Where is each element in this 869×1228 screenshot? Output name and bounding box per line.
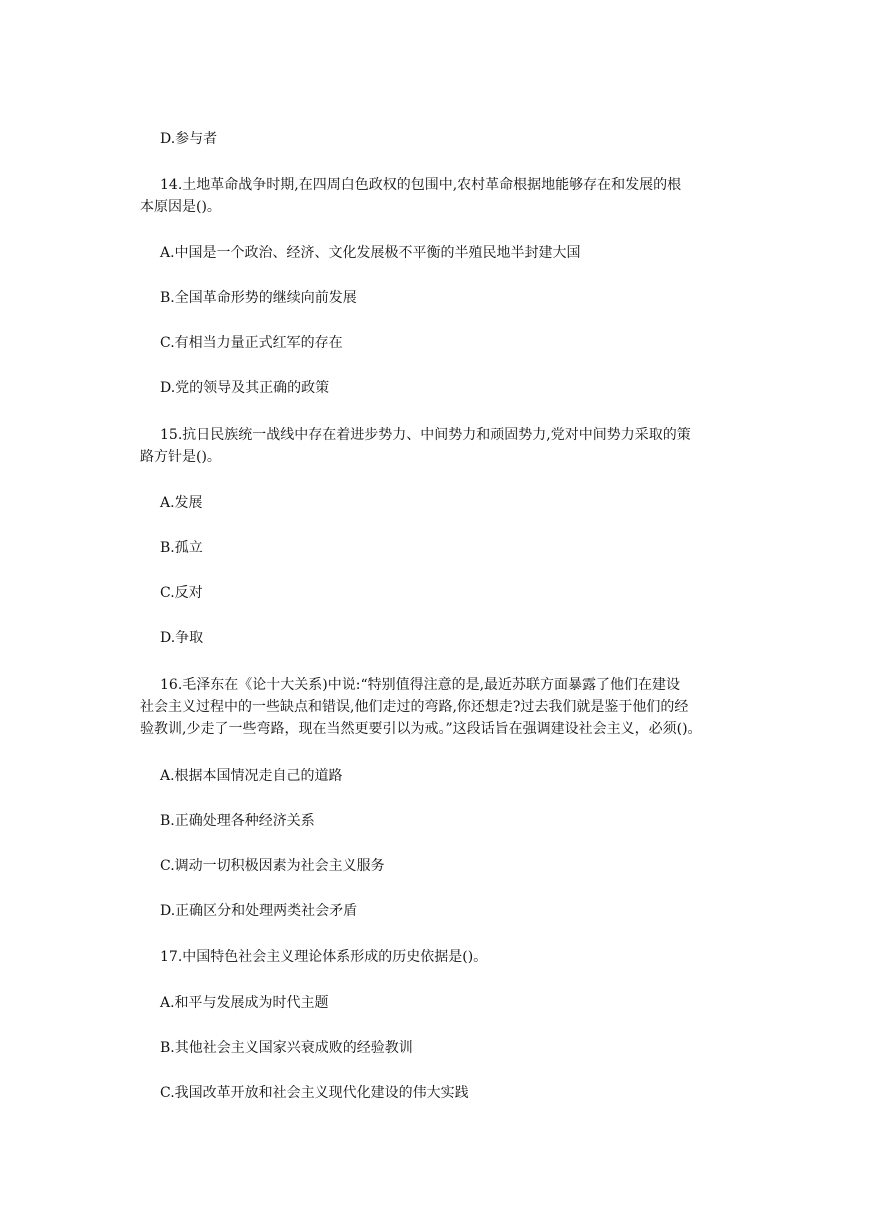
option-b-q15: B.孤立 xyxy=(160,540,203,556)
question-15-line-2: 路方针是()。 xyxy=(140,449,221,465)
question-14-line-1: 14.土地革命战争时期,在四周白色政权的包围中,农村革命根据地能够存在和发展的根 xyxy=(160,177,682,193)
option-a-q17: A.和平与发展成为时代主题 xyxy=(160,995,329,1011)
option-d-q14: D.党的领导及其正确的政策 xyxy=(160,380,330,396)
option-c-q14: C.有相当力量正式红军的存在 xyxy=(160,335,343,351)
question-17: 17.中国特色社会主义理论体系形成的历史依据是()。 xyxy=(160,949,488,965)
option-d-q16: D.正确区分和处理两类社会矛盾 xyxy=(160,903,358,919)
option-d-q15: D.争取 xyxy=(160,630,204,646)
option-d-q13: D.参与者 xyxy=(160,131,218,147)
option-c-q17: C.我国改革开放和社会主义现代化建设的伟大实践 xyxy=(160,1085,469,1101)
option-b-q16: B.正确处理各种经济关系 xyxy=(160,813,315,829)
option-a-q14: A.中国是一个政治、经济、文化发展极不平衡的半殖民地半封建大国 xyxy=(160,245,581,261)
option-a-q16: A.根据本国情况走自己的道路 xyxy=(160,768,343,784)
option-a-q15: A.发展 xyxy=(160,495,203,511)
option-c-q15: C.反对 xyxy=(160,585,203,601)
option-c-q16: C.调动一切积极因素为社会主义服务 xyxy=(160,858,385,874)
option-b-q17: B.其他社会主义国家兴衰成败的经验教训 xyxy=(160,1040,413,1056)
question-16-line-2: 社会主义过程中的一些缺点和错误,他们走过的弯路,你还想走?过去我们就是鉴于他们的经 xyxy=(140,699,689,715)
question-16-line-1: 16.毛泽东在《论十大关系)中说:“特别值得注意的是,最近苏联方面暴露了他们在建设 xyxy=(160,677,681,693)
question-14-line-2: 本原因是()。 xyxy=(140,199,221,215)
question-15-line-1: 15.抗日民族统一战线中存在着进步势力、中间势力和顽固势力,党对中间势力采取的策 xyxy=(160,427,691,443)
option-b-q14: B.全国革命形势的继续向前发展 xyxy=(160,290,357,306)
question-16-line-3: 验教训,少走了一些弯路，现在当然更要引以为戒。”这段话旨在强调建设社会主义，必须()。 xyxy=(140,721,702,737)
